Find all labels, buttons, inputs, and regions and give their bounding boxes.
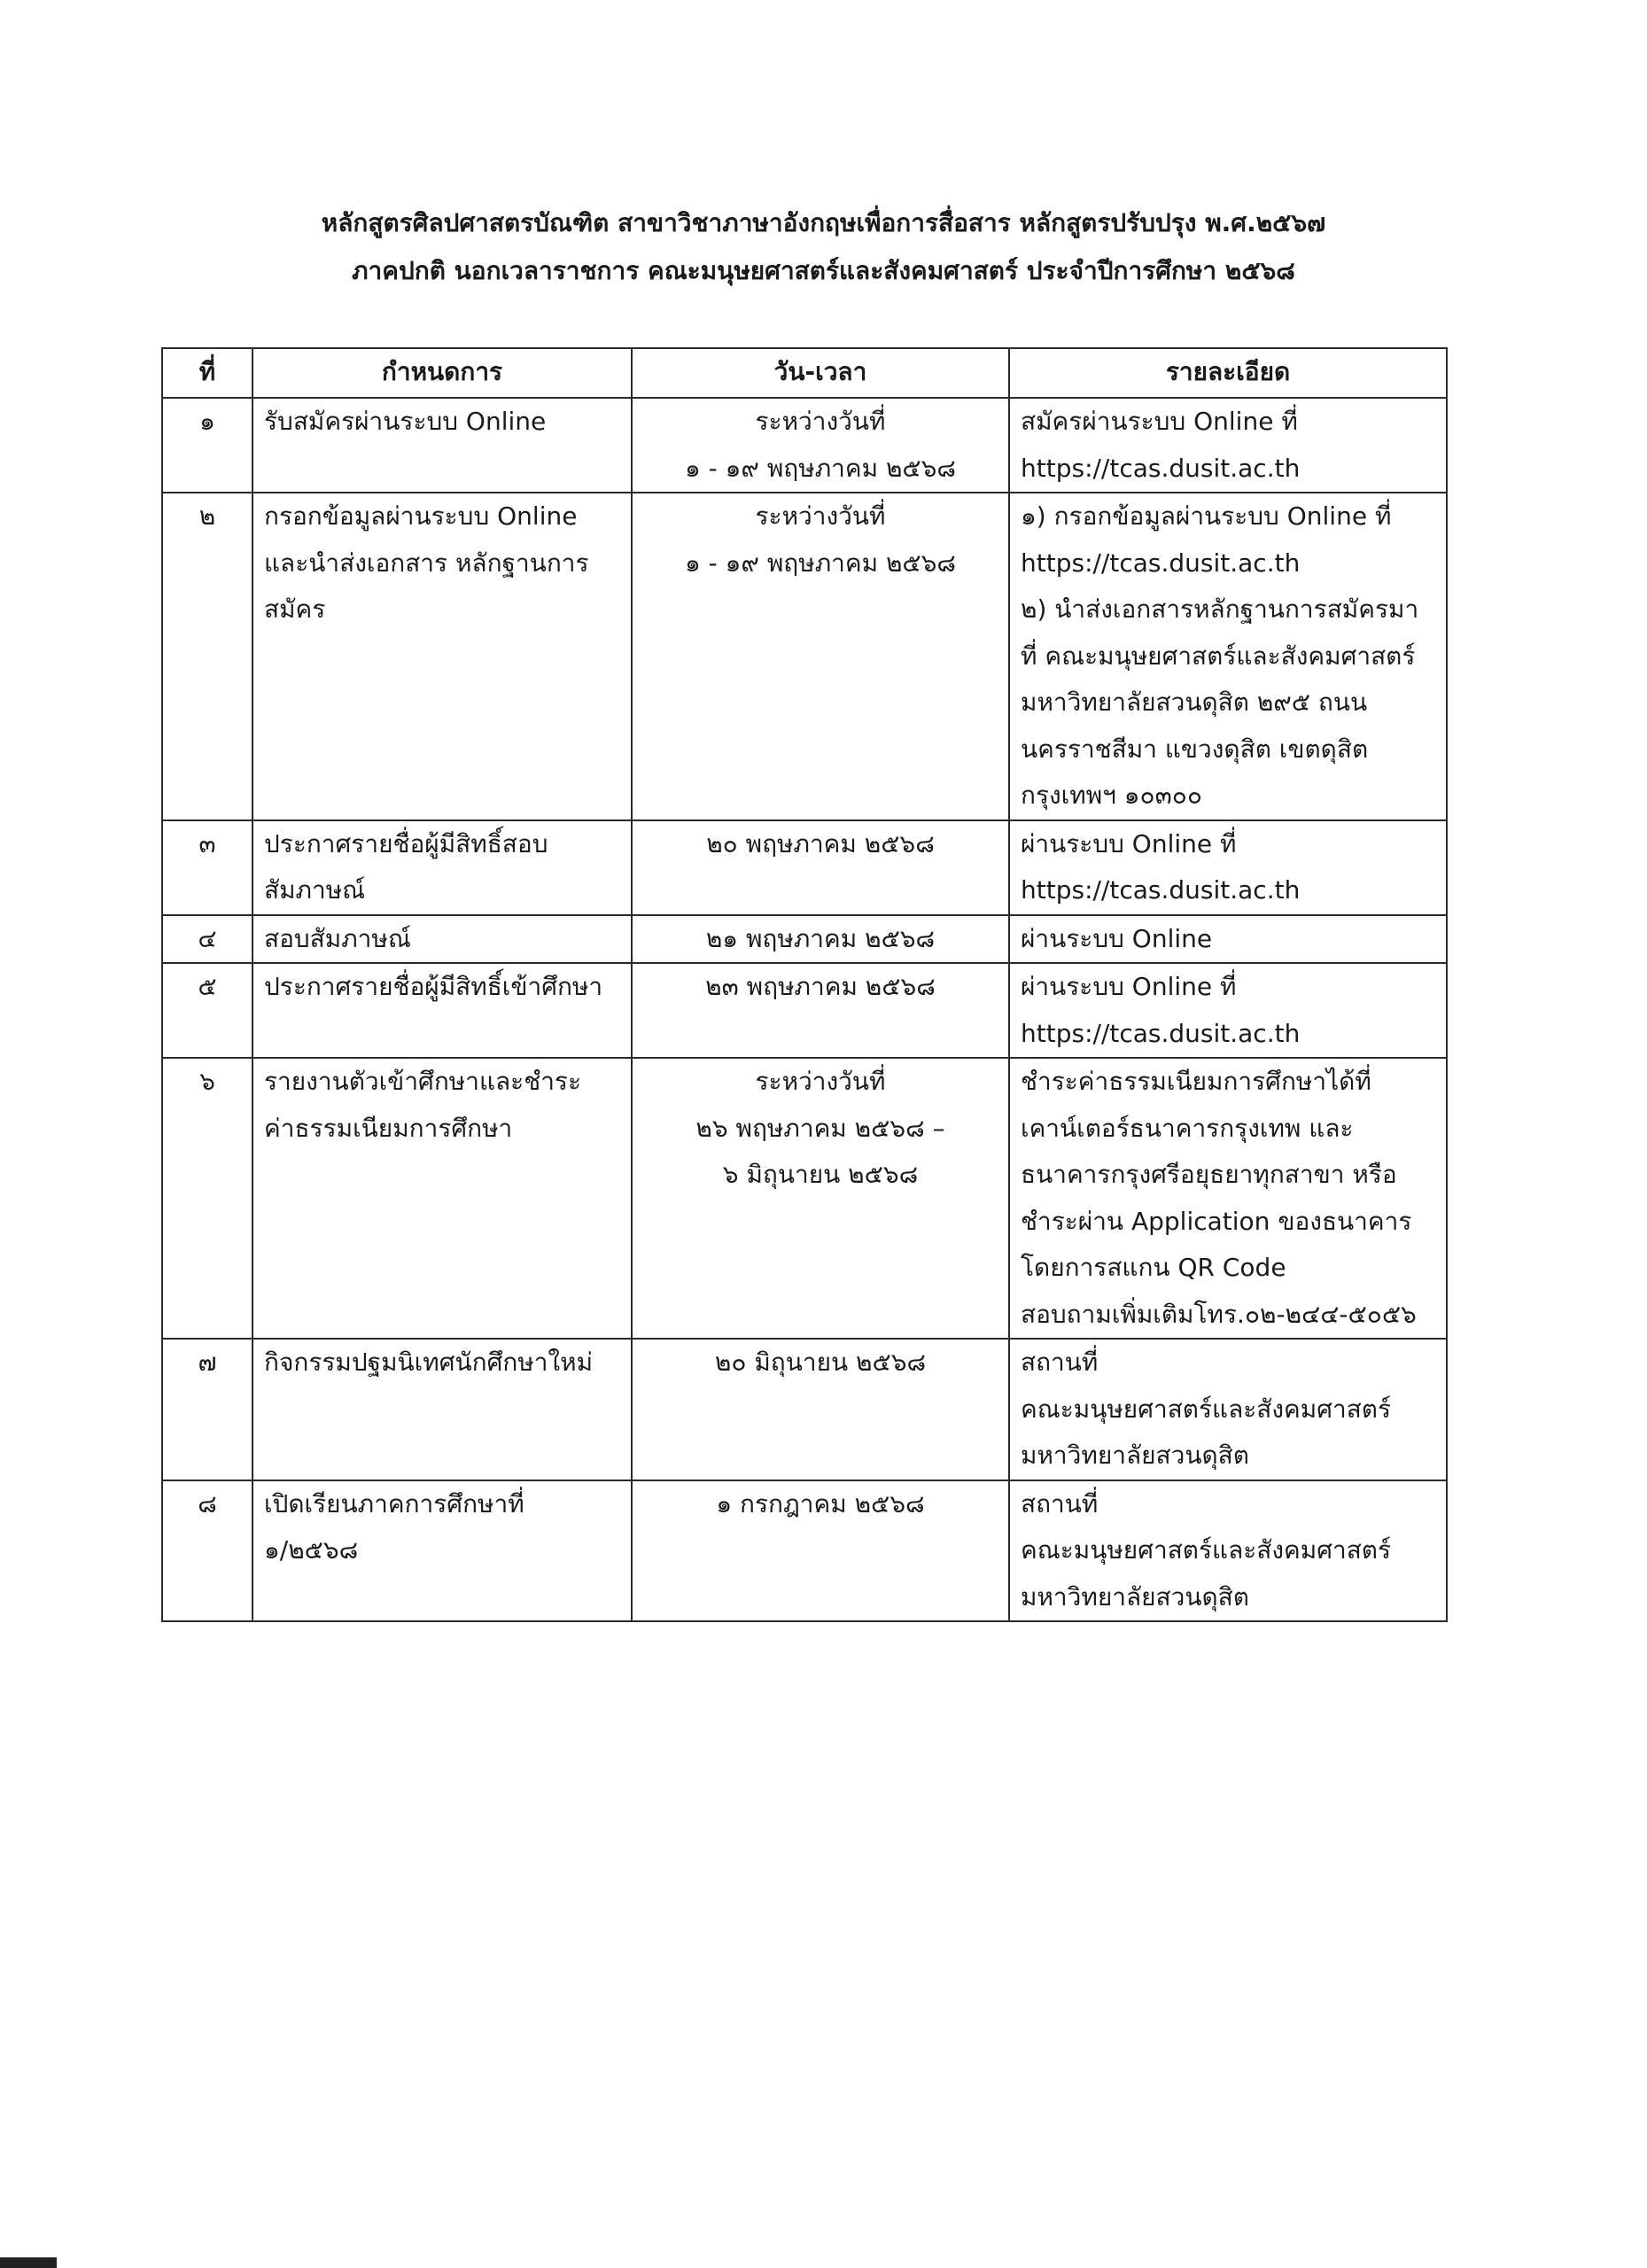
row-number: ๖ bbox=[162, 1058, 252, 1339]
activity-cell bbox=[252, 398, 632, 493]
header-row bbox=[162, 348, 1447, 398]
schedule-table bbox=[161, 347, 1448, 1622]
activity-line: ค่าธรรมเนียมการศึกษา bbox=[264, 1113, 513, 1143]
header-no: ที่ bbox=[162, 348, 252, 398]
activity-cell bbox=[252, 915, 632, 964]
date-line: ๖ มิถุนายน ๒๕๖๘ bbox=[722, 1160, 919, 1189]
details-line: ที่ คณะมนุษยศาสตร์และสังคมศาสตร์ bbox=[1021, 641, 1416, 671]
details-line: มหาวิทยาลัยสวนดุสิต bbox=[1021, 1441, 1249, 1470]
row-number: ๑ bbox=[162, 398, 252, 493]
details-line: ผ่านระบบ Online ที่ bbox=[1021, 828, 1237, 858]
activity-cell bbox=[252, 1480, 632, 1622]
activity-line: สอบสัมภาษณ์ bbox=[264, 923, 411, 953]
date-line: ๒๖ พฤษภาคม ๒๕๖๘ – bbox=[695, 1113, 945, 1143]
row-number: ๗ bbox=[162, 1339, 252, 1480]
activity-line: ประกาศรายชื่อผู้มีสิทธิ์สอบ bbox=[264, 828, 548, 858]
details-line: https://tcas.dusit.ac.th bbox=[1021, 548, 1301, 578]
details-line: ๑) กรอกข้อมูลผ่านระบบ Online ที่ bbox=[1021, 501, 1392, 531]
activity-line: กรอกข้อมูลผ่านระบบ Online bbox=[264, 501, 578, 531]
activity-line: เปิดเรียนภาคการศึกษาที่ bbox=[264, 1488, 524, 1518]
document-subtitle: ภาคปกติ นอกเวลาราชการ คณะมนุษยศาสตร์และสังคมศาสตร์ ประจำปีการศึกษา ๒๕๖๘ bbox=[352, 256, 1295, 285]
activity-cell bbox=[252, 1058, 632, 1339]
details-line: ชำระค่าธรรมเนียมการศึกษาได้ที่ bbox=[1021, 1067, 1371, 1096]
activity-cell bbox=[252, 1339, 632, 1480]
details-line: สถานที่ bbox=[1021, 1488, 1099, 1518]
details-line: เคาน์เตอร์ธนาคารกรุงเทพ และ bbox=[1021, 1113, 1354, 1143]
details-line: สอบถามเพิ่มเติมโทร.๐๒-๒๔๔-๕๐๕๖ bbox=[1021, 1299, 1417, 1329]
row-number: ๔ bbox=[162, 915, 252, 964]
activity-line: ๑/๒๕๖๘ bbox=[264, 1535, 359, 1565]
details-line: นครราชสีมา แขวงดุสิต เขตดุสิต bbox=[1021, 734, 1369, 764]
date-line: ๒๐ พฤษภาคม ๒๕๖๘ bbox=[706, 828, 935, 858]
details-line: โดยการสแกน QR Code bbox=[1021, 1253, 1286, 1282]
details-line: ผ่านระบบ Online bbox=[1021, 923, 1213, 953]
date-cell bbox=[632, 1339, 1009, 1480]
details-line: ๒) นำส่งเอกสารหลักฐานการสมัครมา bbox=[1021, 594, 1419, 624]
details-line: https://tcas.dusit.ac.th bbox=[1021, 875, 1301, 905]
details-line: https://tcas.dusit.ac.th bbox=[1021, 453, 1301, 483]
scan-edge-mark bbox=[0, 2257, 57, 2268]
details-cell bbox=[1009, 1339, 1447, 1480]
details-cell bbox=[1009, 963, 1447, 1058]
details-cell bbox=[1009, 493, 1447, 820]
activity-line: ประกาศรายชื่อผู้มีสิทธิ์เข้าศึกษา bbox=[264, 972, 603, 1001]
table-row bbox=[162, 398, 1447, 493]
date-line: ๑ กรกฎาคม ๒๕๖๘ bbox=[716, 1488, 925, 1518]
date-cell bbox=[632, 963, 1009, 1058]
activity-cell bbox=[252, 820, 632, 915]
activity-line: รับสมัครผ่านระบบ Online bbox=[264, 407, 547, 436]
details-line: กรุงเทพฯ ๑๐๓๐๐ bbox=[1021, 781, 1202, 810]
row-number: ๓ bbox=[162, 820, 252, 915]
date-line: ๑ - ๑๙ พฤษภาคม ๒๕๖๘ bbox=[684, 453, 957, 483]
activity-line: รายงานตัวเข้าศึกษาและชำระ bbox=[264, 1067, 581, 1096]
header-activity: กำหนดการ bbox=[252, 348, 632, 398]
date-cell bbox=[632, 915, 1009, 964]
date-cell bbox=[632, 1058, 1009, 1339]
details-line: ชำระผ่าน Application ของธนาคาร bbox=[1021, 1206, 1412, 1236]
activity-line: สัมภาษณ์ bbox=[264, 875, 366, 905]
details-line: มหาวิทยาลัยสวนดุสิต ๒๙๕ ถนน bbox=[1021, 687, 1368, 717]
date-line: ระหว่างวันที่ bbox=[755, 501, 886, 531]
details-line: สถานที่ bbox=[1021, 1348, 1099, 1377]
details-line: คณะมนุษยศาสตร์และสังคมศาสตร์ bbox=[1021, 1394, 1392, 1424]
table-row bbox=[162, 963, 1447, 1058]
details-cell bbox=[1009, 915, 1447, 964]
details-line: คณะมนุษยศาสตร์และสังคมศาสตร์ bbox=[1021, 1535, 1392, 1565]
table-row bbox=[162, 1339, 1447, 1480]
header-datetime: วัน-เวลา bbox=[632, 348, 1009, 398]
table-row bbox=[162, 915, 1447, 964]
date-line: ระหว่างวันที่ bbox=[755, 407, 886, 436]
table-row bbox=[162, 1058, 1447, 1339]
row-number: ๒ bbox=[162, 493, 252, 820]
details-cell bbox=[1009, 1480, 1447, 1622]
date-line: ระหว่างวันที่ bbox=[755, 1067, 886, 1096]
date-cell bbox=[632, 493, 1009, 820]
activity-cell bbox=[252, 963, 632, 1058]
activity-cell bbox=[252, 493, 632, 820]
details-line: ผ่านระบบ Online ที่ bbox=[1021, 972, 1237, 1001]
date-line: ๒๐ มิถุนายน ๒๕๖๘ bbox=[714, 1348, 927, 1377]
date-line: ๑ - ๑๙ พฤษภาคม ๒๕๖๘ bbox=[684, 548, 957, 578]
details-cell bbox=[1009, 820, 1447, 915]
details-line: ธนาคารกรุงศรีอยุธยาทุกสาขา หรือ bbox=[1021, 1160, 1397, 1189]
date-cell bbox=[632, 398, 1009, 493]
table-row bbox=[162, 820, 1447, 915]
table-row bbox=[162, 493, 1447, 820]
details-line: https://tcas.dusit.ac.th bbox=[1021, 1018, 1301, 1048]
header-details: รายละเอียด bbox=[1009, 348, 1447, 398]
details-line: มหาวิทยาลัยสวนดุสิต bbox=[1021, 1581, 1249, 1612]
date-line: ๒๓ พฤษภาคม ๒๕๖๘ bbox=[705, 972, 936, 1001]
activity-line: และนำส่งเอกสาร หลักฐานการ bbox=[264, 548, 589, 578]
document-title: หลักสูตรศิลปศาสตรบัณฑิต สาขาวิชาภาษาอังกฤษเพื่อการสื่อสาร หลักสูตรปรับปรุง พ.ศ.๒๕๖๗ bbox=[321, 208, 1326, 237]
activity-line: สมัคร bbox=[264, 594, 326, 624]
table-row bbox=[162, 1480, 1447, 1622]
row-number: ๕ bbox=[162, 963, 252, 1058]
details-cell bbox=[1009, 398, 1447, 493]
activity-line: กิจกรรมปฐมนิเทศนักศึกษาใหม่ bbox=[264, 1348, 594, 1377]
details-cell bbox=[1009, 1058, 1447, 1339]
details-line: สมัครผ่านระบบ Online ที่ bbox=[1021, 407, 1298, 436]
row-number: ๘ bbox=[162, 1480, 252, 1622]
date-cell bbox=[632, 1480, 1009, 1622]
date-line: ๒๑ พฤษภาคม ๒๕๖๘ bbox=[705, 923, 936, 953]
date-cell bbox=[632, 820, 1009, 915]
